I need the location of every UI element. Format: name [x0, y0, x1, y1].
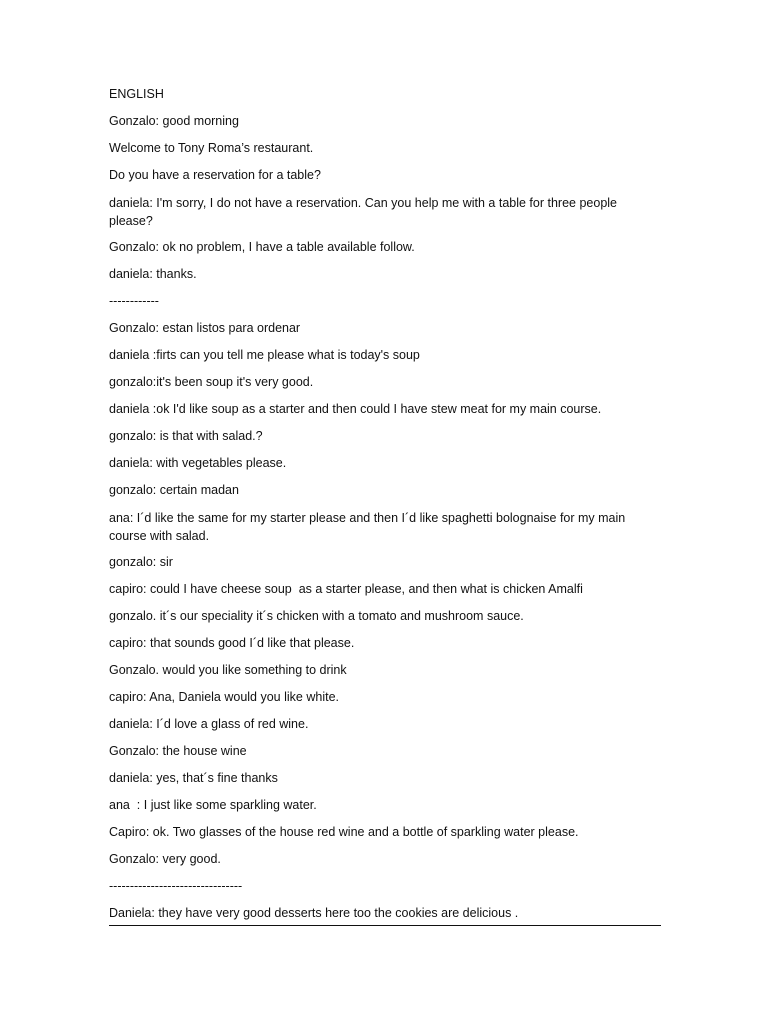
- document-page: [109, 86, 661, 926]
- dialogue-line: gonzalo:it's been soup it's very good.: [109, 375, 314, 389]
- dialogue-line: daniela: yes, that´s fine thanks: [109, 771, 278, 785]
- dialogue-line: capiro: that sounds good I´d like that please.: [109, 636, 355, 650]
- dialogue-line: capiro: Ana, Daniela would you like white.: [109, 690, 339, 704]
- dialogue-line: Gonzalo: good morning: [109, 114, 239, 128]
- dialogue-line: Daniela: they have very good desserts here too the cookies are delicious .: [109, 906, 519, 920]
- dialogue-line: ana: I´d like the same for my starter please and then I´d like spaghetti bolognaise for my main course with salad.: [109, 511, 629, 543]
- section-separator: ------------: [109, 294, 159, 308]
- dialogue-line: Gonzalo: ok no problem, I have a table available follow.: [109, 240, 415, 254]
- dialogue-line: daniela: I´d love a glass of red wine.: [109, 717, 309, 731]
- dialogue-line: Gonzalo: very good.: [109, 852, 221, 866]
- dialogue-line: Capiro: ok. Two glasses of the house red wine and a bottle of sparkling water please.: [109, 825, 579, 839]
- dialogue-line: gonzalo: is that with salad.?: [109, 429, 263, 443]
- dialogue-line: gonzalo: certain madan: [109, 483, 239, 497]
- dialogue-line: daniela :firts can you tell me please what is today's soup: [109, 348, 420, 362]
- dialogue-line: daniela: I'm sorry, I do not have a reservation. Can you help me with a table for three people please?: [109, 196, 621, 228]
- dialogue-line: Gonzalo: the house wine: [109, 744, 247, 758]
- bottom-rule: [109, 925, 661, 926]
- dialogue-line: Gonzalo. would you like something to drink: [109, 663, 347, 677]
- document-title: ENGLISH: [109, 87, 164, 101]
- dialogue-line: Welcome to Tony Roma’s restaurant.: [109, 141, 314, 155]
- dialogue-line: ana : I just like some sparkling water.: [109, 798, 317, 812]
- dialogue-line: gonzalo: sir: [109, 555, 173, 569]
- dialogue-line: capiro: could I have cheese soup as a starter please, and then what is chicken Amalfi: [109, 582, 583, 596]
- dialogue-line: gonzalo. it´s our speciality it´s chicken with a tomato and mushroom sauce.: [109, 609, 524, 623]
- dialogue-line: daniela :ok I'd like soup as a starter and then could I have stew meat for my main course.: [109, 402, 602, 416]
- section-separator: --------------------------------: [109, 879, 243, 893]
- dialogue-line: daniela: thanks.: [109, 267, 197, 281]
- dialogue-line: daniela: with vegetables please.: [109, 456, 287, 470]
- dialogue-line: Do you have a reservation for a table?: [109, 168, 321, 182]
- dialogue-line: Gonzalo: estan listos para ordenar: [109, 321, 301, 335]
